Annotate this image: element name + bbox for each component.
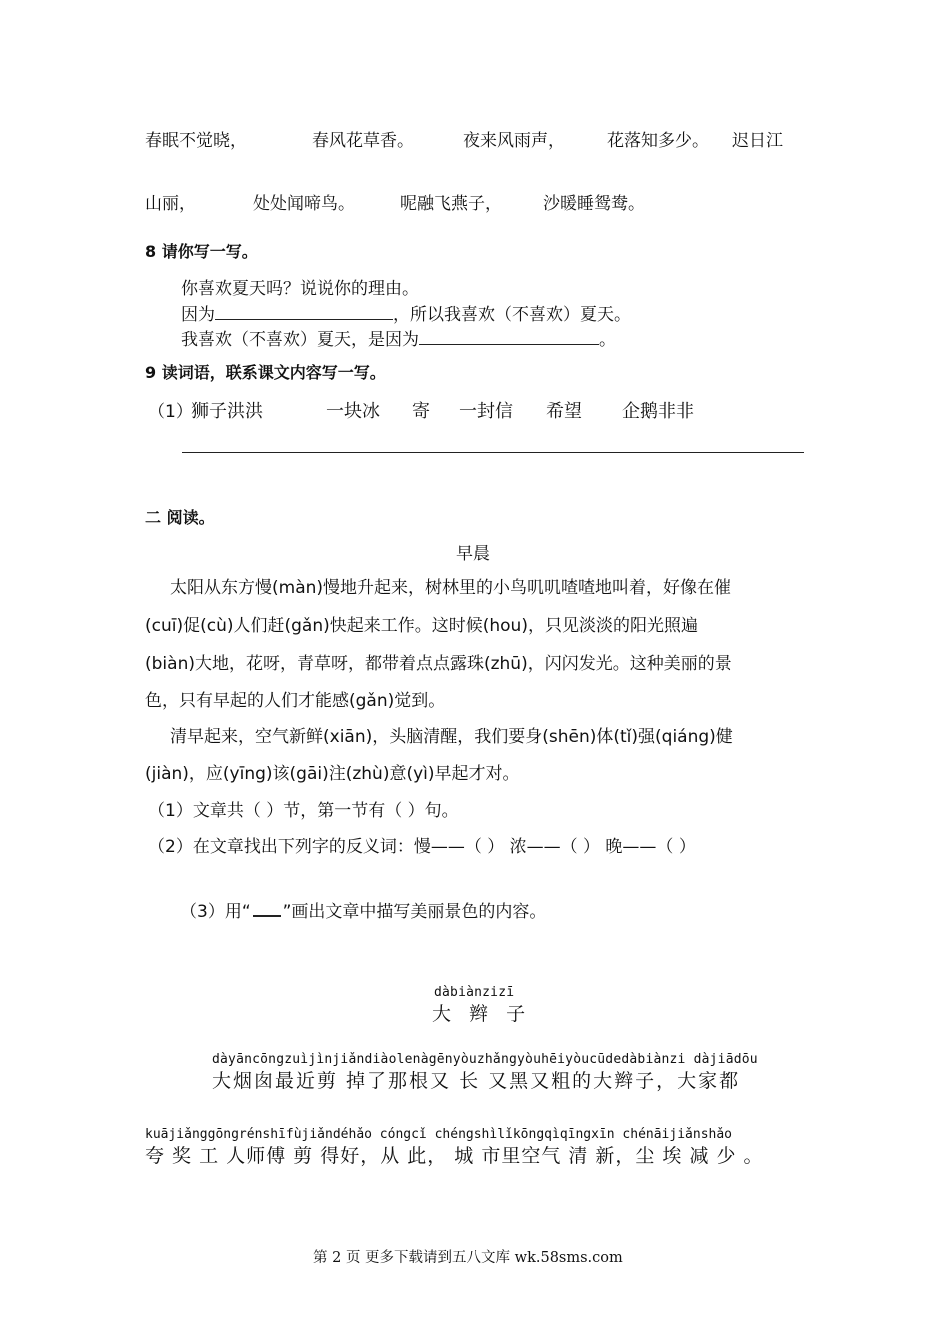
q8-line1-end: ，所以我喜欢（不喜欢）夏天。 <box>393 305 631 325</box>
underline-mark <box>253 903 281 917</box>
poem-phrase: 春眠不觉晓， <box>145 131 247 151</box>
passage-line: (cuī)促(cù)人们赶(gǎn)快起来工作。这时候(hou)，只见淡淡的阳光照遍 <box>145 616 698 636</box>
item-number: （1） <box>148 402 193 422</box>
passage-line: (jiàn)，应(yīng)该(gāi)注(zhù)意(yì)早起才对。 <box>145 764 520 784</box>
poem-phrase: 夜来风雨声， <box>463 131 565 151</box>
passage-line: 色，只有早起的人们才能感(gǎn)觉到。 <box>145 691 446 711</box>
poem-phrase: 花落知多少。 <box>607 131 709 151</box>
reading-question-2: （2）在文章找出下列字的反义词：慢——（ ） 浓——（ ） 晚——（ ） <box>148 837 696 857</box>
passage-line: 太阳从东方慢(màn)慢地升起来，树林里的小鸟叽叽喳喳地叫着，好像在催 <box>170 578 732 598</box>
question-8-prompt: 你喜欢夏天吗？说说你的理由。 <box>181 279 419 299</box>
answer-line[interactable] <box>182 452 804 453</box>
page-footer: 第 2 页 更多下载请到五八文库 wk.58sms.com <box>313 1250 623 1266</box>
answer-blank[interactable] <box>215 305 393 320</box>
reading-heading: 二 阅读。 <box>145 508 215 527</box>
story-row-1-pinyin: dàyāncōngzuìjìnjiǎndiàolenàgēnyòuzhǎngyòuhēiyòucūdedàbiànzi dàjiādōu <box>212 1052 758 1067</box>
poem-phrase: 处处闻啼鸟。 <box>253 194 355 214</box>
poem-phrase: 山丽， <box>145 194 196 214</box>
story-title: 大 辫 子 <box>432 1003 532 1025</box>
word: 寄 <box>412 401 430 422</box>
word: 一封信 <box>459 401 513 422</box>
passage-title: 早晨 <box>456 544 490 564</box>
story-row-2-pinyin: kuājiǎnggōngrénshīfùjiǎndéhǎo cóngcǐ chéngshìlǐkōngqìqīngxīn chénāijiǎnshǎo <box>145 1127 732 1142</box>
story-row-2-text: 夸 奖 工 人师傅 剪 得好，从 此， 城 市里空气 清 新，尘 埃 减 少 。 <box>145 1145 764 1167</box>
passage-line: 清早起来，空气新鲜(xiān)，头脑清醒，我们要身(shēn)体(tǐ)强(qiáng)健 <box>170 727 733 747</box>
word: 狮子洪洪 <box>191 401 263 422</box>
word: 一块冰 <box>326 401 380 422</box>
reading-question-1: （1）文章共（ ）节，第一节有（ ）句。 <box>148 801 459 821</box>
story-title-pinyin: dàbiànzizī <box>434 985 515 1000</box>
question-9-heading: 9 读词语，联系课文内容写一写。 <box>145 363 386 382</box>
question-8-line-2 <box>181 325 616 350</box>
poem-phrase: 春风花草香。 <box>312 131 414 151</box>
reading-question-3 <box>180 897 546 922</box>
answer-blank[interactable] <box>419 330 599 345</box>
story-row-1-text: 大烟囱最近剪 掉了那根又 长 又黑又粗的大辫子，大家都 <box>212 1070 741 1092</box>
q3-end: ”画出文章中描写美丽景色的内容。 <box>282 902 547 922</box>
poem-phrase: 呢融飞燕子， <box>400 194 502 214</box>
q8-line2-end: 。 <box>599 330 616 350</box>
word: 希望 <box>546 401 582 422</box>
question-8-line-1 <box>181 300 631 325</box>
poem-phrase: 沙暖睡鸳鸯。 <box>543 194 645 214</box>
word: 企鹅非非 <box>622 401 694 422</box>
poem-phrase: 迟日江 <box>732 131 783 151</box>
passage-line: (biàn)大地，花呀，青草呀，都带着点点露珠(zhū)，闪闪发光。这种美丽的景 <box>145 654 732 674</box>
question-8-heading: 8 请你写一写。 <box>145 242 258 261</box>
q8-line2-start: 我喜欢（不喜欢）夏天，是因为 <box>181 330 419 350</box>
q3-start: （3）用“ <box>180 902 251 922</box>
q8-line1-start: 因为 <box>181 305 215 325</box>
